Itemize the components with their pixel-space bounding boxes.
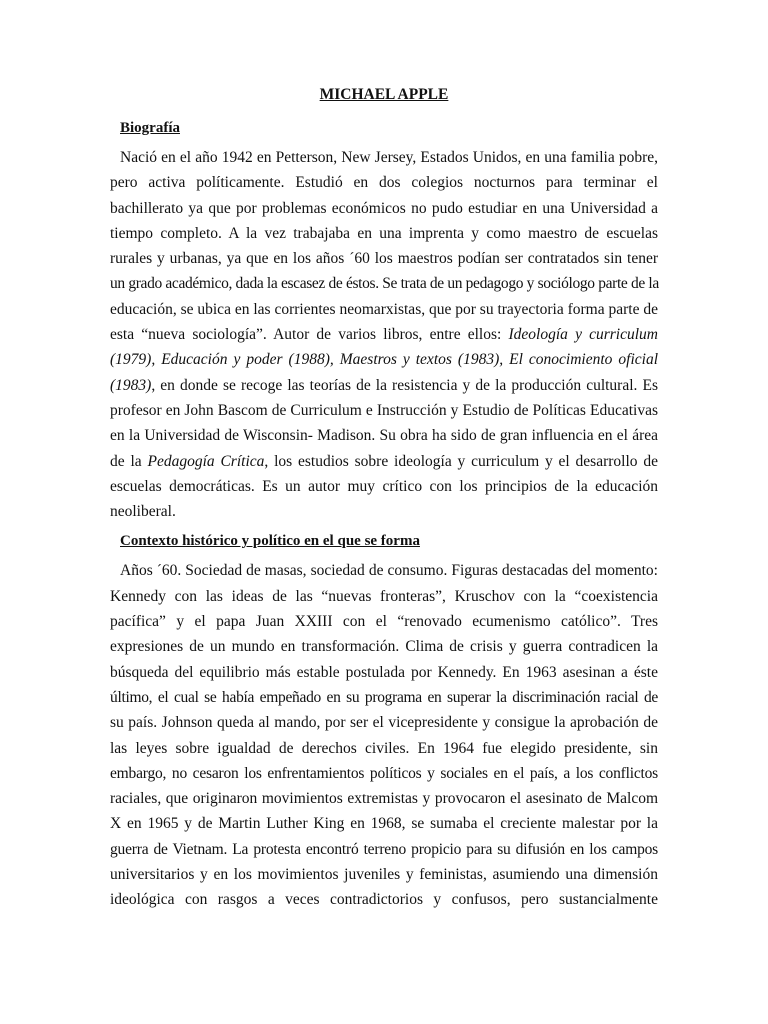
text-line: X en 1965 y de Martin Luther King en 1968, se sumaba el creciente malestar por la (110, 815, 658, 833)
document-page (110, 84, 658, 919)
text-line: tiempo completo. A la vez trabajaba en una imprenta y como maestro de escuelas (110, 224, 658, 242)
text-line: Años ´60. Sociedad de masas, sociedad de consumo. Figuras destacadas del momento: (120, 562, 658, 580)
text-line: esta “nueva sociología”. Autor de varios libros, entre ellos: Ideología y curriculum (110, 326, 658, 344)
text-line: expresiones de un mundo en transformación. Clima de crisis y guerra contradicen la (110, 638, 658, 656)
section-heading-biografia: Biografía (120, 120, 180, 136)
text-line: neoliberal. (110, 503, 176, 521)
text-line: de la Pedagogía Crítica, los estudios sobre ideología y curriculum y el desarrollo de (110, 452, 658, 470)
text-line: raciales, que originaron movimientos extremistas y provocaron el asesinato de Malcom (110, 790, 658, 808)
text-line: Nació en el año 1942 en Petterson, New Jersey, Estados Unidos, en una familia pobre, (120, 149, 658, 166)
text-line: (1983), en donde se recoge las teorías de la resistencia y de la producción cultural. Es (110, 376, 658, 394)
text-line: su país. Johnson queda al mando, por ser el vicepresidente y consigue la aprobación de (110, 714, 658, 732)
section-heading-contexto: Contexto histórico y político en el que se forma (120, 533, 420, 550)
text-line: embargo, no cesaron los enfrentamientos políticos y sociales en el país, a los conflictos (110, 764, 658, 782)
text-line: búsqueda del equilibrio más estable postulada por Kennedy. En 1963 asesinan a éste (110, 663, 658, 681)
text-line (110, 347, 658, 372)
page-title: MICHAEL APPLE (319, 86, 449, 103)
book-title-italic: Ideología y curriculum (508, 326, 658, 344)
text-line: guerra de Vietnam. La protesta encontró terreno propicio para su difusión en los campos (110, 840, 658, 858)
book-year-italic: (1983) (110, 376, 152, 394)
text-line: universitarios y en los movimientos juveniles y feministas, asumiendo una dimensión (110, 866, 658, 884)
text-line: pacífica” y el papa Juan XXIII con el “renovado ecumenismo católico”. Tres (110, 613, 658, 631)
paragraph-contexto (110, 558, 658, 912)
text-line: las leyes sobre igualdad de derechos civiles. En 1964 fue elegido presidente, sin (110, 739, 658, 757)
paragraph-biografia (110, 145, 658, 524)
book-titles-italic: (1979), Educación y poder (1988), Maestros y textos (1983), El conocimiento oficial (110, 351, 658, 369)
text-line: pero activa políticamente. Estudió en dos colegios nocturnos para terminar el (110, 174, 658, 192)
pedagogia-critica-italic: Pedagogía Crítica (147, 452, 265, 470)
text-line: profesor en John Bascom de Curriculum e Instrucción y Estudio de Políticas Educativas (110, 401, 658, 419)
text-line: escuelas democráticas. Es un autor muy crítico con los principios de la educación (110, 477, 658, 495)
text-line: rurales y urbanas, ya que en los años ´60 los maestros podían ser contratados sin tener (110, 250, 658, 268)
text-line: último, el cual se había empeñado en su programa en superar la discriminación racial de (110, 688, 658, 706)
text-line: en la Universidad de Wisconsin- Madison. Su obra ha sido de gran influencia en el área (110, 427, 658, 445)
text-line: educación, se ubica en las corrientes neomarxistas, que por su trayectoria forma parte de (110, 300, 658, 318)
text-line: ideológica con rasgos a veces contradictorios y confusos, pero sustancialmente (110, 891, 658, 909)
text-line: un grado académico, dada la escasez de éstos. Se trata de un pedagogo y sociólogo parte de la (110, 275, 659, 293)
text-line: Kennedy con las ideas de las “nuevas fronteras”, Kruschov con la “coexistencia (110, 587, 658, 605)
text-line: bachillerato ya que por problemas económicos no pudo estudiar en una Universidad a (110, 199, 658, 217)
